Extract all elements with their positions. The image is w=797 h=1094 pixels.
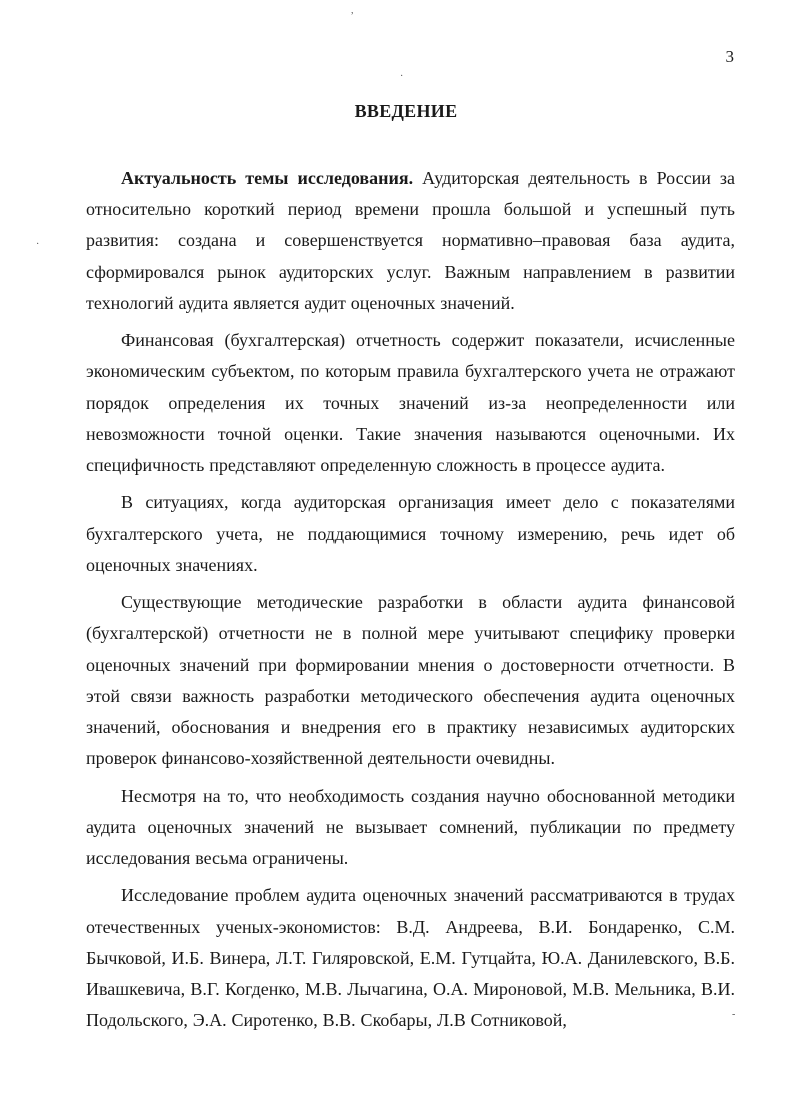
body-text — [86, 163, 735, 1043]
section-heading: ВВЕДЕНИЕ — [354, 101, 458, 121]
scan-speck: · — [400, 71, 404, 82]
paragraph-text: Несмотря на то, что необходимость создания научно обоснованной методики аудита оценочных значений не вызывает сомнений, публикации по предмету исследования весьма ограничены. — [86, 785, 735, 869]
paragraph-financial-statements — [86, 325, 735, 481]
paragraph-text: Финансовая (бухгалтерская) отчетность содержит показатели, исчисленные экономическим субъектом, по которым правила бухгалтерского учета не отражают порядок определения их точных значений из-за неопределенности или невозможности точной оценки. Такие значения называются оценочными. Их специфичность представляют определенную сложность в процессе аудита. — [86, 330, 735, 476]
scan-speck: · — [36, 239, 40, 250]
paragraph-text: Существующие методические разработки в области аудита финансовой (бухгалтерской) отчетности не в полной мере учитывают специфику проверки оценочных значений при формировании мнения о достоверности отчетности. В этой связи важность разработки методического обеспечения аудита оценочных значений, обоснования и внедрения его в практику независимых аудиторских проверок финансово-хозяйственной деятельности очевидны. — [86, 592, 735, 769]
paragraph-methodology — [86, 587, 735, 774]
paragraph-lead: Актуальность темы исследования. — [121, 168, 414, 188]
paragraph-publications — [86, 781, 735, 875]
paragraph-text: Аудиторская деятельность в России за относительно короткий период времени прошла большой и успешный путь развития: создана и совершенствуется нормативно–правовая база аудита, сформировался рынок аудиторских услуг. Важным направлением в развитии технологий аудита является аудит оценочных значений. — [86, 168, 735, 313]
paragraph-researchers — [86, 880, 735, 1036]
paragraph-text: В ситуациях, когда аудиторская организация имеет дело с показателями бухгалтерского учета, не поддающимися точному измерению, речь идет об оценочных значениях. — [86, 492, 735, 575]
paragraph-situations — [86, 487, 735, 581]
paragraph-relevance — [86, 163, 735, 319]
page-number: 3 — [725, 47, 734, 66]
scan-speck: , — [351, 5, 354, 16]
scan-speck: - — [732, 1009, 736, 1020]
paragraph-text: Исследование проблем аудита оценочных значений рассматриваются в трудах отечественных ученых-экономистов: В.Д. Андреева, В.И. Бондаренко, С.М. Бычковой, И.Б. Винера, Л.Т. Гиляровской, Е.М. Гутцайта, Ю.А. Данилевского, В.Б. Ивашкевича, В.Г. Когденко, М.В. Лычагина, О.А. Мироновой, М.В. Мельника, В.И. Подольского, Э.А. Сиротенко, В.В. Скобары, Л.В Сотниковой, — [86, 885, 735, 1031]
